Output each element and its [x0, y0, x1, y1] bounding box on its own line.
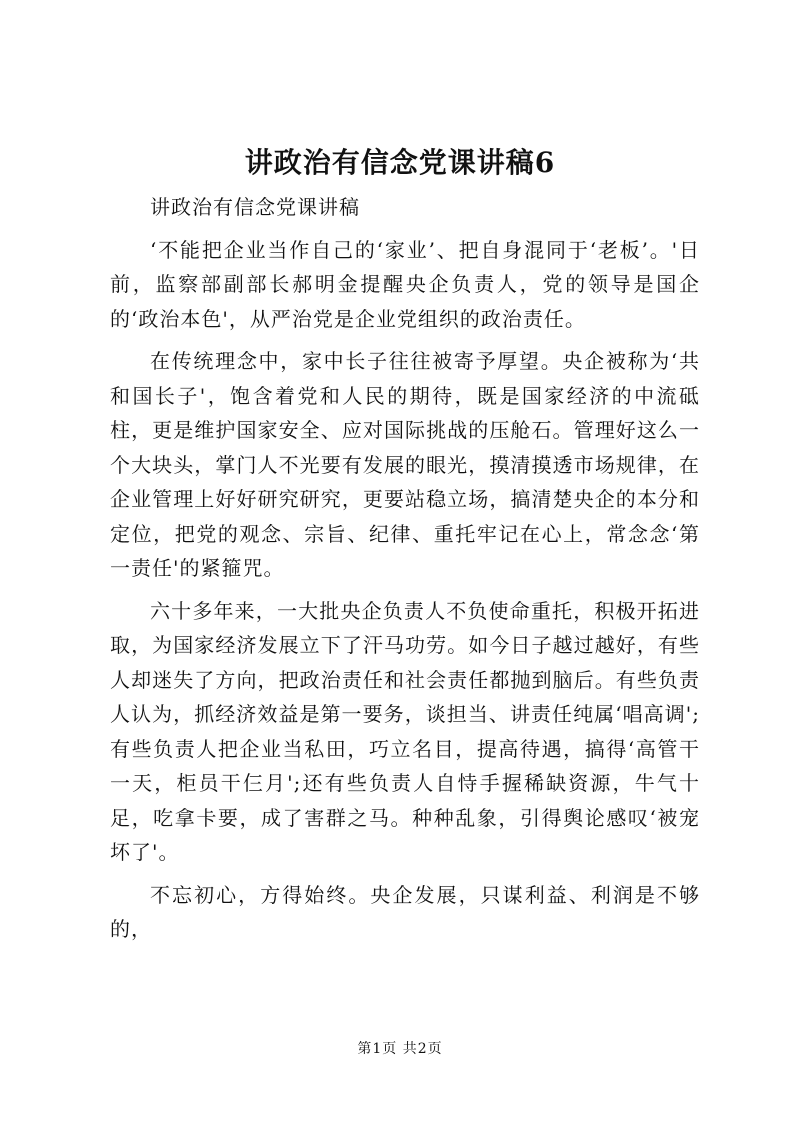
paragraph-2: 在传统理念中，家中长子往往被寄予厚望。央企被称为‘共和国长子'，饱含着党和人民的期待，既是国家经济的中流砥柱，更是维护国家安全、应对国际挑战的压舱石。管理好这么一个大块头，掌门人不光要有发展的眼光，摸清摸透市场规律，在企业管理上好好研究研究，更要站稳立场，搞清楚央企的本分和定位，把党的观念、宗旨、纪律、重托牢记在心上，常念念‘第一责任'的紧箍咒。 — [110, 349, 700, 580]
paragraph-1: ‘不能把企业当作自己的‘家业’、把自身混同于‘老板’。'日前，监察部副部长郝明金提醒央企负责人，党的领导是国企的‘政治本色'，从严治党是企业党组织的政治责任。 — [110, 237, 700, 331]
document-subtitle: 讲政治有信念党课讲稿 — [150, 195, 360, 219]
paragraph-3: 六十多年来，一大批央企负责人不负使命重托，积极开拓进取，为国家经济发展立下了汗马功劳。如今日子越过越好，有些人却迷失了方向，把政治责任和社会责任都抛到脑后。有些负责人认为，抓经济效益是第一要务，谈担当、讲责任纯属‘唱高调';有些负责人把企业当私田，巧立名目，提高待遇，搞得‘高管干一天，柜员干仨月';还有些负责人自恃手握稀缺资源，牛气十足，吃拿卡要，成了害群之马。种种乱象，引得舆论感叹‘被宠坏了'。 — [110, 598, 700, 864]
document-body — [110, 190, 700, 947]
paragraph-4: 不忘初心，方得始终。央企发展，只谋利益、利润是不够的， — [110, 882, 700, 941]
page-footer: 第1页 共2页 — [357, 1041, 443, 1057]
document-title: 讲政治有信念党课讲稿6 — [244, 146, 556, 179]
